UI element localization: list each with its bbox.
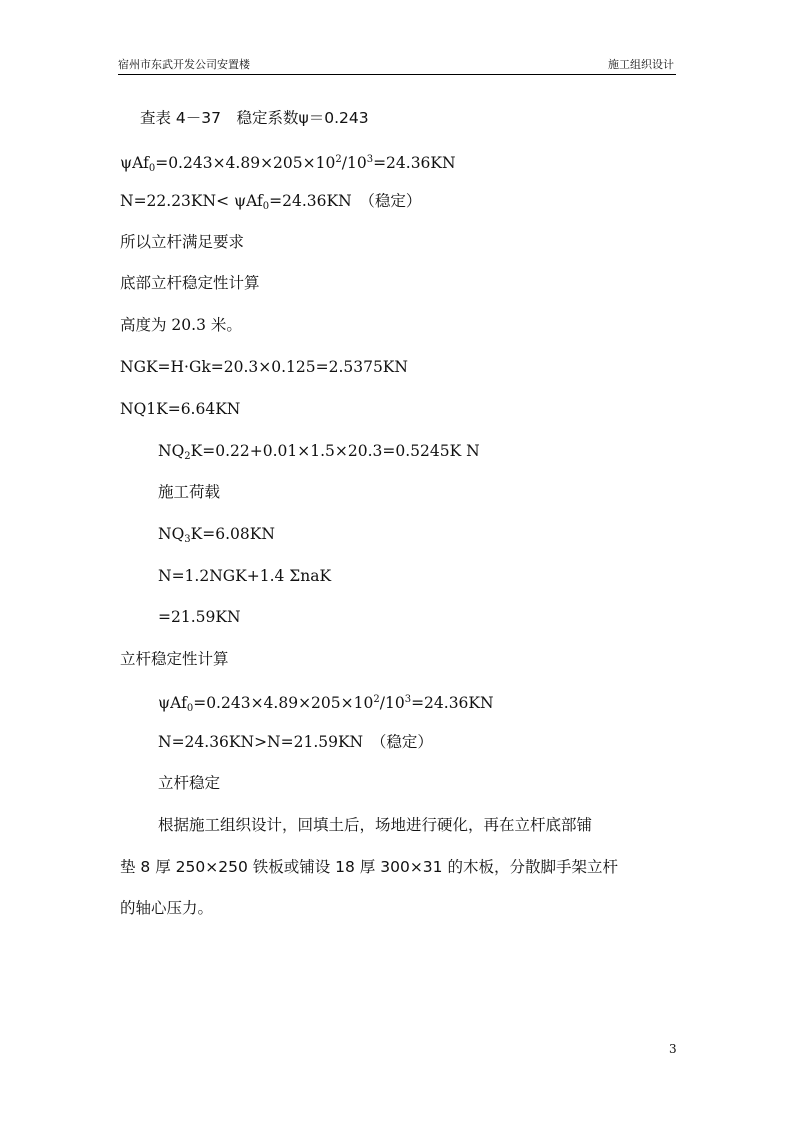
superscript: 3 <box>366 154 374 165</box>
formula-line <box>120 150 456 179</box>
paragraph-line: 垫 8 厚 250×250 铁板或铺设 18 厚 300×31 的木板，分散脚手架立杆 <box>120 858 618 876</box>
formula-line: NQ1K=6.64KN <box>120 400 241 418</box>
superscript: 3 <box>404 694 412 705</box>
formula-part: =0.243×4.89×205×10 <box>155 154 336 172</box>
text-line: 所以立杆满足要求 <box>120 233 245 251</box>
superscript: 2 <box>373 694 380 705</box>
formula-line <box>158 690 494 719</box>
subscript: 0 <box>186 703 194 714</box>
formula-line: =21.59KN <box>158 608 241 626</box>
formula-part: K=6.08KN <box>190 525 275 543</box>
formula-part: N=22.23KN< ψAf <box>120 192 263 210</box>
paragraph-line: 的轴心压力。 <box>120 899 214 917</box>
formula-line: NGK=H·Gk=20.3×0.125=2.5375KN <box>120 358 408 376</box>
text-line: 立杆稳定性计算 <box>120 650 229 668</box>
formula-line <box>158 524 275 550</box>
formula-part: ψAf <box>120 154 149 172</box>
header-project-name: 宿州市东武开发公司安置楼 <box>118 58 250 71</box>
formula-part: /10 <box>341 154 367 172</box>
formula-part: =24.36KN <box>373 154 456 172</box>
text-line: 施工荷载 <box>158 483 221 501</box>
subscript: 2 <box>184 451 191 462</box>
text-line: 底部立杆稳定性计算 <box>120 274 260 292</box>
page-header <box>118 56 676 74</box>
text-line: 高度为 20.3 米。 <box>120 316 242 334</box>
subscript: 0 <box>262 201 270 212</box>
text-line: 立杆稳定 <box>158 774 221 792</box>
formula-line: N=1.2NGK+1.4 ΣnaK <box>158 567 332 585</box>
formula-part: NQ <box>158 442 185 460</box>
formula-part: =0.243×4.89×205×10 <box>193 694 374 712</box>
formula-part: =24.36KN （稳定） <box>269 192 422 210</box>
formula-line <box>120 191 421 217</box>
subscript: 0 <box>148 163 156 174</box>
formula-part: NQ <box>158 525 185 543</box>
formula-line: N=24.36KN>N=21.59KN （稳定） <box>158 733 433 751</box>
text-line: 查表 4－37 稳定系数ψ＝0.243 <box>140 109 369 127</box>
superscript: 2 <box>335 154 342 165</box>
formula-part: ψAf <box>158 694 187 712</box>
formula-line <box>158 441 480 467</box>
page-number: 3 <box>669 1042 677 1056</box>
formula-part: K=0.22+0.01×1.5×20.3=0.5245K N <box>190 442 480 460</box>
header-rule <box>118 74 676 75</box>
header-doc-title: 施工组织设计 <box>608 58 674 71</box>
formula-part: /10 <box>379 694 405 712</box>
formula-part: =24.36KN <box>411 694 494 712</box>
paragraph-line: 根据施工组织设计，回填土后，场地进行硬化，再在立杆底部铺 <box>158 816 593 834</box>
subscript: 3 <box>184 534 191 545</box>
